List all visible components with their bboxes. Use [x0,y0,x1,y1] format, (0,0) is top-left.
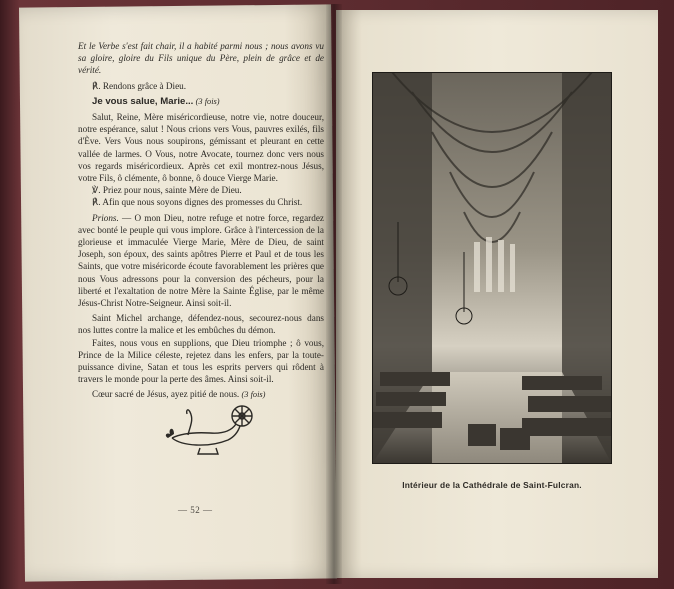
saint-michael-paragraph-2: Faites, nous vous en supplions, que Dieu triomphe ; ô vous, Prince de la Milice céleste, rejetez dans les enfers, par la toute-puissance divine, Satan et tous les esprits pervers qui rôdent à travers le monde pour la perte des âmes. Ainsi soit-il. [78,337,324,385]
book-spine [326,4,342,584]
verse-line: Et le Verbe s'est fait chair, il a habité parmi nous ; nous avons vu sa gloire, gloire du Fils unique du Père, plein de grâce et de vérité. [78,41,324,76]
salve-regina-paragraph: Salut, Reine, Mère miséricordieuse, notre vie, notre douceur, notre espérance, salut ! Nous crions vers Vous, pauvres exilés, fils d'Ève. Vers Vous nous soupirons, gémissant et pleurant en cette vallée de larmes. O Vous, notre Avocate, tournez donc vers nous vos regards miséricordieux. Après cet exil montrez-nous Jésus, votre Fils, ô clémente, ô bonne, ô douce Vierge Marie. [78,112,324,184]
versicle-line: ℣. Priez pour nous, sainte Mère de Dieu. [92,185,242,196]
hail-mary-heading [78,95,324,108]
prayer-text-block [78,40,324,402]
prayer-label: Prions. [92,212,119,223]
photo-caption: Intérieur de la Cathédrale de Saint-Fulcran. [402,480,582,490]
response-line: ℟. Afin que nous soyons dignes des promesses du Christ. [92,197,303,208]
sacred-heart-text: Cœur sacré de Jésus, ayez pitié de nous. [92,389,240,400]
repeat-note: (3 fois) [195,96,220,106]
oil-lamp-with-rose-window-icon [160,390,260,460]
prayer-paragraph [78,212,324,310]
page-number: — 52 — [178,505,213,515]
saint-michael-paragraph: Saint Michel archange, défendez-nous, secourez-nous dans nos luttes contre la malice et les embûches du démon. [78,313,324,336]
cathedral-interior-photo [372,72,612,464]
heading-title: Je vous salue, Marie... [92,95,194,107]
response-line: ℟. Rendons grâce à Dieu. [92,80,187,91]
repeat-note: (3 fois) [241,390,266,400]
prayer-body: — O mon Dieu, notre refuge et notre force, regardez avec bonté le peuple qui vous implore. Grâce à l'intercession de la glorieuse et immaculée Vierge Marie, Mère de Dieu, de saint Joseph, son époux, des saints apôtres Pierre et Paul et de tous les Saints, que votre miséricorde écoute favorablement les prières que nous Vous adressons pour la conversion des pécheurs, pour la liberté et l'exaltation de notre Mère la Sainte Église, par le même Jésus-Christ Notre-Seigneur. Ainsi soit-il. [78,212,324,309]
